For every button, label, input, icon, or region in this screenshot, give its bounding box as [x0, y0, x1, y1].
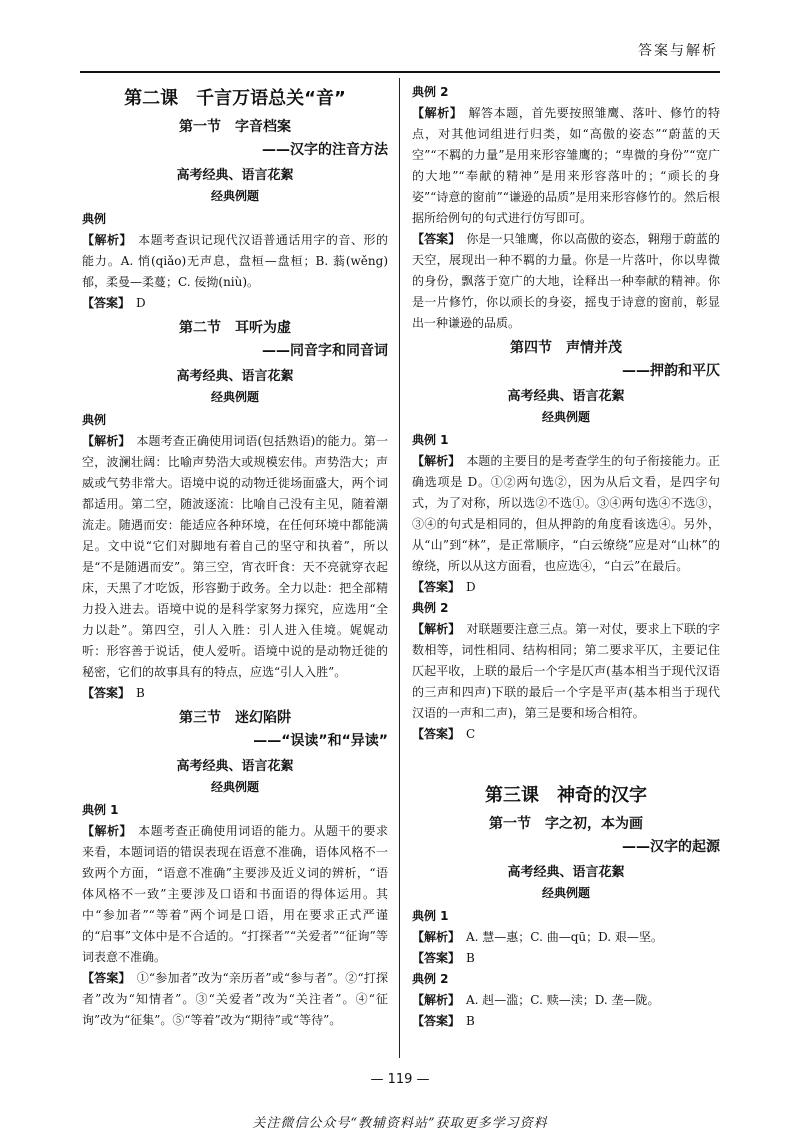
section-2-heading: 高考经典、语言花絮	[176, 369, 294, 384]
example-label: 典例 1	[412, 433, 449, 447]
section-3-title: 第三节 迷幻陷阱	[179, 710, 291, 726]
analysis-paragraph	[412, 103, 720, 229]
analysis-text: 本题考查识记现代汉语普通话用字的音、形的能力。A. 悄(qiǎo)无声息，盘桓—盘桓；B. 蓊(wěng)郁，柔曼—柔蔓；C. 佞拗(niù)。	[82, 233, 388, 289]
lesson-3-title: 第三课 神奇的汉字	[485, 785, 647, 806]
lesson-2-title: 第二课 千言万语总关“音”	[124, 88, 346, 109]
page-number: — 119 —	[370, 1072, 430, 1087]
answer-label: 【答案】	[412, 232, 461, 246]
analysis-label: 【解析】	[412, 106, 463, 120]
answer-paragraph	[412, 948, 720, 969]
analysis-label: 【解析】	[412, 930, 461, 944]
answer-text: D	[466, 580, 476, 594]
analysis-label: 【解析】	[412, 993, 461, 1007]
answer-text: B	[466, 1014, 475, 1028]
analysis-text: 本题考查正确使用词语的能力。从题干的要求来看，本题词语的错误表现在语意不准确，语体风格不一致两个方面，“语意不准确”主要涉及近义词的辨析，“语体风格不一致”主要涉及口语和书面语的得体运用。其中“参加者”“等着”两个词是口语，用在要求正式严谨的“启事”文体中是不合适的。“打探者”“关爱者”“征询”等词表意不准确。	[82, 824, 388, 964]
answer-label: 【答案】	[412, 580, 461, 594]
analysis-text: 解答本题，首先要按照雏鹰、落叶、修竹的特点，对其他词组进行归类，如“高傲的姿态”“蔚蓝的天空”“不羁的力量”是用来形容雏鹰的；“卑微的身份”“宽广的大地”“奉献的精神”是用来形容落叶的；“顽长的身姿”“诗意的窗前”“谦逊的品质”是用来形容修竹的。然后根据所给例句的句式进行仿写即可。	[412, 106, 720, 225]
analysis-paragraph	[412, 927, 720, 948]
analysis-label: 【解析】	[82, 233, 133, 247]
footer-note: 关注微信公众号“教辅资料站”获取更多学习资料	[252, 1116, 548, 1131]
answer-paragraph	[82, 293, 388, 314]
answer-label: 【答案】	[412, 951, 461, 965]
right-column	[412, 82, 720, 1032]
section-1-subheading: 经典例题	[210, 189, 259, 203]
answer-paragraph	[82, 683, 388, 704]
answer-label: 【答案】	[412, 727, 461, 741]
answer-text: B	[466, 951, 475, 965]
example-label: 典例	[82, 212, 107, 226]
header-rule	[80, 71, 720, 73]
section-1-subtitle: ——汉字的注音方法	[262, 142, 388, 158]
section-3-heading: 高考经典、语言花絮	[176, 759, 294, 774]
analysis-paragraph	[82, 230, 388, 293]
section-1-heading: 高考经典、语言花絮	[176, 168, 294, 183]
analysis-label: 【解析】	[82, 434, 131, 448]
example-label: 典例 2	[412, 601, 449, 615]
section-4-subtitle: ——押韵和平仄	[622, 363, 720, 379]
analysis-paragraph	[412, 990, 720, 1011]
section-4-subheading: 经典例题	[541, 410, 590, 424]
answer-paragraph	[412, 724, 720, 745]
answer-label: 【答案】	[82, 686, 131, 700]
answer-text: D	[136, 296, 146, 310]
example-label: 典例 2	[412, 85, 449, 99]
analysis-label: 【解析】	[412, 622, 461, 636]
section-2-subheading: 经典例题	[210, 390, 259, 404]
answer-paragraph	[412, 1011, 720, 1032]
analysis-paragraph	[82, 821, 388, 968]
analysis-label: 【解析】	[82, 824, 133, 838]
answer-paragraph	[412, 229, 720, 334]
answer-label: 【答案】	[412, 1014, 461, 1028]
section-2-title: 第二节 耳听为虚	[179, 320, 291, 336]
answer-text: B	[136, 686, 145, 700]
analysis-paragraph	[412, 451, 720, 577]
section-3-subtitle: ——“误读”和“异读”	[253, 733, 388, 749]
analysis-text: A. 赳—滥；C. 赎—渎；D. 垄—陇。	[466, 993, 660, 1007]
analysis-paragraph	[412, 619, 720, 724]
lesson-3-section-1-subtitle: ——汉字的起源	[622, 839, 720, 855]
analysis-text: 本题的主要目的是考查学生的句子衔接能力。正确选项是 D。①②两句选②，因为从后文看，是四字句式，为了对称，所以选②不选①。③④两句选④不选③，③④的句式是相同的，但从押韵的角度看该选④。另外，从“山”到“林”，是正常顺序，“白云缭绕”应是对“山林”的缭绕，所以从这方面看，也应选④，“白云”在最后。	[412, 454, 720, 573]
left-column	[82, 82, 388, 1031]
answer-label: 【答案】	[82, 296, 131, 310]
answer-text: 你是一只雏鹰，你以高傲的姿态，翱翔于蔚蓝的天空，展现出一种不羁的力量。你是一片落叶，你以卑微的身份，飘落于宽广的大地，诠释出一种奉献的精神。你是一片修竹，你以顽长的身姿，摇曳于诗意的窗前，彰显出一种谦逊的品质。	[412, 232, 720, 330]
analysis-paragraph	[82, 431, 388, 683]
example-label: 典例 1	[82, 803, 119, 817]
example-label: 典例 1	[412, 909, 449, 923]
lesson-3-section-1-title: 第一节 字之初，本为画	[489, 816, 643, 832]
section-3-subheading: 经典例题	[210, 780, 259, 794]
analysis-text: 对联题要注意三点。第一对仗，要求上下联的字数相等，词性相同、结构相同；第二要求平仄，主要记住仄起平收，上联的最后一个字是仄声(基本相当于现代汉语的三声和四声)下联的最后一个字是平声(基本相当于现代汉语的一声和二声)，第三是要和场合相符。	[412, 622, 720, 720]
column-divider	[399, 78, 400, 1058]
section-1-title: 第一节 字音档案	[179, 119, 291, 135]
answer-text: C	[466, 727, 476, 741]
answer-paragraph	[412, 577, 720, 598]
example-label: 典例	[82, 413, 107, 427]
section-4-heading: 高考经典、语言花絮	[507, 389, 625, 404]
section-4-title: 第四节 声情并茂	[510, 340, 622, 356]
example-label: 典例 2	[412, 972, 449, 986]
section-2-subtitle: ——同音字和同音词	[262, 343, 388, 359]
answer-paragraph	[82, 968, 388, 1031]
header-title: 答案与解析	[638, 43, 718, 59]
answer-label: 【答案】	[82, 971, 131, 985]
lesson-3-section-1-subheading: 经典例题	[541, 886, 590, 900]
lesson-3-section-1-heading: 高考经典、语言花絮	[507, 865, 625, 880]
answer-text: ①“参加者”改为“亲历者”或“参与者”。②“打探者”改为“知情者”。③“关爱者”改为“关注者”。④“征询”改为“征集”。⑤“等着”改为“期待”或“等待”。	[82, 971, 388, 1027]
analysis-text: 本题考查正确使用词语(包括熟语)的能力。第一空，波澜壮阔：比喻声势浩大或规模宏伟。声势浩大；声威或气势非常大。语境中说的动物迁徙场面盛大，两个词都适用。第二空，随波逐流：比喻自己没有主见，随着潮流走。随遇而安：能适应各种环境，在任何环境中都能满足。文中说“它们对脚地有着自己的坚守和执着”，所以是“不是随遇而安”。第三空，宵衣旰食：天不亮就穿衣起床，天黑了才吃饭，形容勤于政务。全力以赴：把全部精力投入进去。语境中说的是科学家努力探究，应选用“全力以赴”。第四空，引人入胜：引人进入佳境。娓娓动听：形容善于说话，使人爱听。语境中说的是动物迁徙的秘密，它们的故事具有的特点，应选“引人入胜”。	[82, 434, 388, 679]
analysis-text: A. 慧—惠；C. 曲—qū；D. 艰—坚。	[466, 930, 663, 944]
analysis-label: 【解析】	[412, 454, 461, 468]
